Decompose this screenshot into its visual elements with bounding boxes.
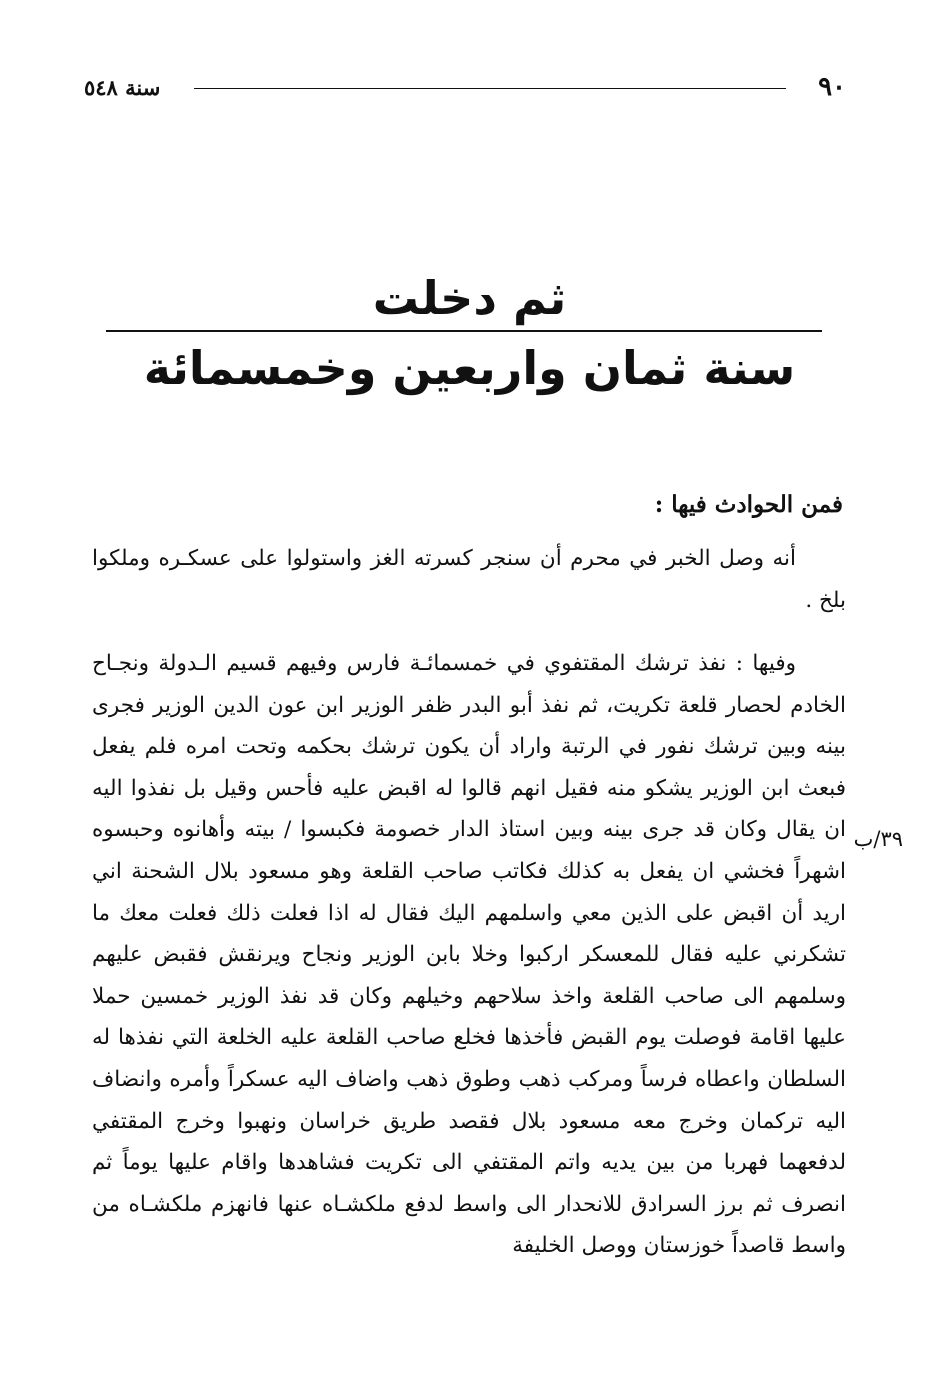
running-header (84, 72, 846, 104)
paragraph-2-text: وفيها : نفذ ترشك المقتفوي في خمسمائـة فارس وفيهم قسيم الـدولة ونجـاح الخادم لحصار قلعة تكريت، ثم نفذ أبو البدر ظفر الوزير ابن عون الدين الوزير فجرى بينه وبين ترشك نفور في الرتبة واراد أن يكون ترشك بحكمه وتحت امره فلم يفعل فبعث ابن الوزير يشكو منه فقيل انهم قالوا له اقبض عليه فأحس وقيل بل نفذوا اليه ان يقال وكان قد جرى بينه وبين استاذ الدار خصومة فكبسوا / بيته وأهانوه وحبسوه اشهراً فخشي ان يفعل به كذلك فكاتب صاحب القلعة وهو مسعود بلال الشحنة اني اريد أن اقبض على الذين معي واسلمهم اليك فقال له اذا فعلت ذلك فعلت معك ما تشكرني عليه فقال للمعسكر اركبوا وخلا بابن الوزير ونجاح ويرنقش فقبض عليهم وسلمهم الى صاحب القلعة واخذ سلاحهم وخيلهم وكان قد نفذ الوزير خمسين حملا عليها اقامة فوصلت يوم القبض فأخذها فخلع صاحب القلعة عليه الخلعة التي نفذها له السلطان واعطاه فرساً ومركب ذهب وطوق ذهب واضاف اليه عسكراً وأمره وانضاف اليه تركمان وخرج معه مسعود بلال فقصد طريق خراسان ونهبوا وخرج المقتفي لدفعهما فهربا من بين يديه واتم المقتفي الى تكريت فشاهدها واقام عليها يوماً ثم انصرف ثم برز السرادق للانحدار الى واسط لدفع ملكشـاه عنها فانهزم ملكشـاه من واسط قاصداً خوزستان ووصل الخليفة (92, 651, 846, 1259)
title-divider (106, 330, 822, 332)
running-title: سنة ٥٤٨ (84, 75, 161, 100)
paragraph-2 (92, 643, 846, 1267)
paragraph-1 (92, 538, 846, 621)
manuscript-folio-note: ٣٩/ب (853, 827, 903, 851)
chapter-title-line-2: سنة ثمان واربعين وخمسمائة (143, 341, 796, 395)
header-rule (194, 88, 786, 89)
paragraph-1-text: أنه وصل الخبر في محرم أن سنجر كسرته الغز واستولوا على عسكـره وملكوا بلخ . (92, 546, 846, 613)
chapter-title-line-1: ثم دخلت (372, 271, 567, 325)
section-heading: فمن الحوادث فيها : (654, 491, 843, 518)
page-number: ٩٠ (818, 72, 846, 102)
